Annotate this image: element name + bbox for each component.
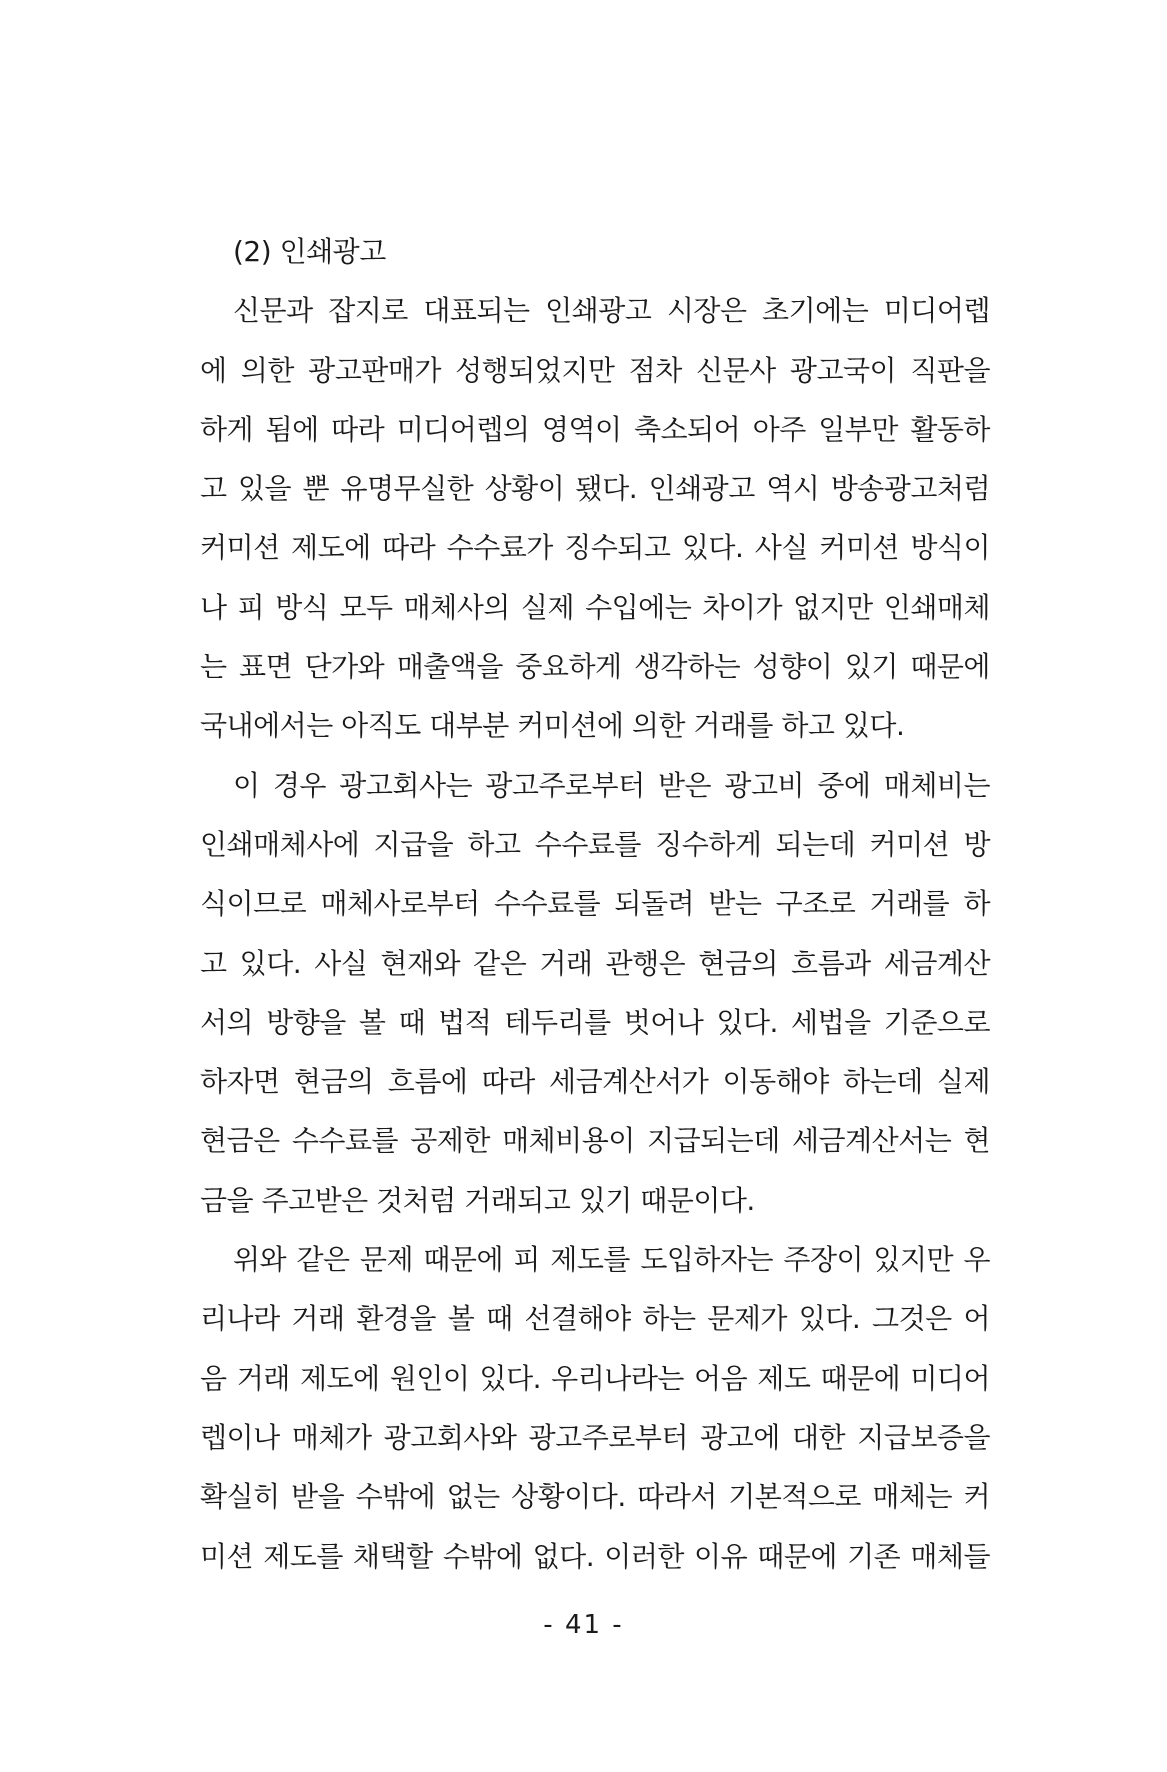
page-number: - 41 - [543,1610,624,1640]
paragraph-3-line-6: 미션 제도를 채택할 수밖에 없다. 이러한 이유 때문에 기존 매체들 [200,1539,990,1573]
body-text [200,222,990,1586]
paragraph-3-line-2: 리나라 거래 환경을 볼 때 선결해야 하는 문제가 있다. 그것은 어 [200,1302,990,1336]
paragraph-1-line-2: 에 의한 광고판매가 성행되었지만 점차 신문사 광고국이 직판을 [200,353,990,387]
paragraph-1-line-8: 국내에서는 아직도 대부분 커미션에 의한 거래를 하고 있다. [200,709,905,743]
paragraph-1-line-6: 나 피 방식 모두 매체사의 실제 수입에는 차이가 없지만 인쇄매체 [200,590,990,624]
paragraph-3-line-4: 렙이나 매체가 광고회사와 광고주로부터 광고에 대한 지급보증을 [200,1420,990,1454]
section-heading: (2) 인쇄광고 [233,235,386,268]
paragraph-3-line-5: 확실히 받을 수밖에 없는 상황이다. 따라서 기본적으로 매체는 커 [200,1480,990,1514]
paragraph-1-line-7: 는 표면 단가와 매출액을 중요하게 생각하는 성향이 있기 때문에 [200,650,990,684]
paragraph-2-line-3: 식이므로 매체사로부터 수수료를 되돌려 받는 구조로 거래를 하 [200,887,990,921]
paragraph-3-line-3: 음 거래 제도에 원인이 있다. 우리나라는 어음 제도 때문에 미디어 [200,1361,990,1395]
paragraph-1-line-3: 하게 됨에 따라 미디어렙의 영역이 축소되어 아주 일부만 활동하 [200,412,990,446]
paragraph-3-line-1: 위와 같은 문제 때문에 피 제도를 도입하자는 주장이 있지만 우 [233,1243,990,1277]
paragraph-2-line-1: 이 경우 광고회사는 광고주로부터 받은 광고비 중에 매체비는 [233,768,990,802]
paragraph-2-line-5: 서의 방향을 볼 때 법적 테두리를 벗어나 있다. 세법을 기준으로 [200,1005,990,1039]
paragraph-2-line-6: 하자면 현금의 흐름에 따라 세금계산서가 이동해야 하는데 실제 [200,1065,990,1099]
paragraph-2-line-2: 인쇄매체사에 지급을 하고 수수료를 징수하게 되는데 커미션 방 [200,827,990,861]
paragraph-2-line-8: 금을 주고받은 것처럼 거래되고 있기 때문이다. [200,1183,755,1217]
paragraph-1-line-1: 신문과 잡지로 대표되는 인쇄광고 시장은 초기에는 미디어렙 [233,294,990,328]
paragraph-2-line-4: 고 있다. 사실 현재와 같은 거래 관행은 현금의 흐름과 세금계산 [200,946,990,980]
paragraph-1-line-5: 커미션 제도에 따라 수수료가 징수되고 있다. 사실 커미션 방식이 [200,531,990,565]
paragraph-2-line-7: 현금은 수수료를 공제한 매체비용이 지급되는데 세금계산서는 현 [200,1124,990,1158]
paragraph-1-line-4: 고 있을 뿐 유명무실한 상황이 됐다. 인쇄광고 역시 방송광고처럼 [200,472,990,506]
